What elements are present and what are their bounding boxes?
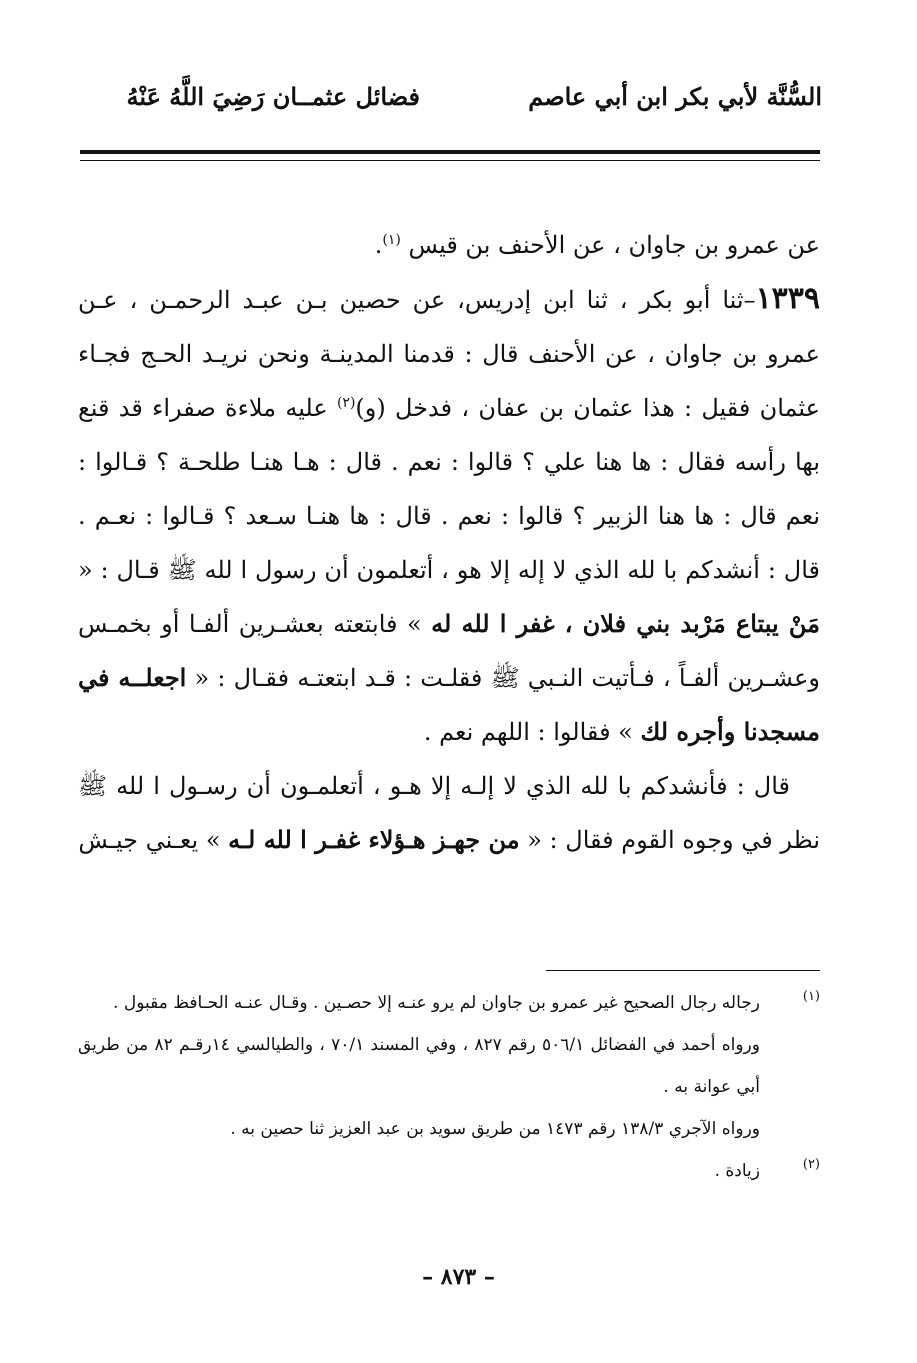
- footnote-1-line-2: ورواه أحمد في الفضائل ٥٠٦/١ رقم ٨٢٧ ، وفي المسند ٧٠/١ ، والطيالسي ١٤رقـم ٨٢ من طريق أبي عوانة به .: [78, 1035, 760, 1097]
- hadith-text-1: –ثنا أبو بكر ، ثنا ابن إدريس، عن حصين بـن عبـد الرحمـن ، عـن عمرو بن جاوان ، عن الأحنف قال : قدمنا المدينـة ونحن نريـد الحـج فجـاء عثمان فقيل : هذا عثمان بن عفان ، فدخل (و): [78, 286, 820, 422]
- para2-text-2: » يعـني جيـش: [78, 826, 229, 854]
- intro-end: .: [374, 231, 383, 259]
- header-rule-thin: [80, 160, 820, 161]
- footnote-2-text: زيادة .: [714, 1161, 760, 1181]
- intro-text: عن عمرو بن جاوان ، عن الأحنف بن قيس: [408, 231, 820, 259]
- footnote-separator: [546, 970, 820, 971]
- hadith-quote-2: اجعلــه في مسجدنا وأجره لك: [78, 663, 820, 746]
- para2-quote: من جهـز هـؤلاء غفـر ا لله لـه: [228, 825, 520, 854]
- paragraph-intro: [78, 218, 820, 272]
- header-rule-thick: [80, 150, 820, 154]
- hadith-text-3: » فابتعته بعشـرين ألفـا أو بخمـس وعشـرين ألفـاً ، فـأتيت النـبي ﷺ فقلـت : قـد ابتعتـه فقـال : «: [78, 610, 820, 692]
- footnote-ref-2: (٢): [336, 395, 356, 411]
- para2-text-1: قال : فأنشدكم با لله الذي لا إلـه إلا هـو ، أتعلمـون أن رسـول ا لله ﷺ نظر في وجوه القوم فقال : «: [78, 772, 820, 854]
- hadith-text-2: عليه ملاءة صفراء قد قنع بها رأسه فقال : ها هنا علي ؟ قالوا : نعم . قال : هـا هنـا طلحـة ؟ قـالوا : نعم قال : ها هنا الزبير ؟ قالوا : نعم . قال : ها هنـا سـعد ؟ قـالوا : نعـم . قال : أنشدكم با لله الذي لا إله إلا هو ، أتعلمون أن رسول ا لله ﷺ قـال : «: [78, 394, 820, 584]
- footnote-1: [78, 982, 820, 1024]
- footnote-2-marker: (٢): [802, 1157, 820, 1172]
- paragraph-second: [78, 759, 820, 867]
- footnote-1-line-1: رجاله رجال الصحيح غير عمرو بن جاوان لم يرو عنـه إلا حصـين . وقـال عنـه الحـافظ مقبول .: [113, 993, 760, 1013]
- footnote-1-line-3: ورواه الآجري ١٣٨/٣ رقم ١٤٧٣ من طريق سويد بن عبد العزيز ثنا حصين به .: [230, 1119, 760, 1139]
- main-text: [78, 218, 820, 867]
- footnote-1-marker: (١): [802, 989, 820, 1004]
- running-header-book-title: السُّنَّة لأبي بكر ابن أبي عاصم: [528, 82, 822, 111]
- paragraph-hadith: [78, 272, 820, 759]
- hadith-text-4: » فقالوا : اللهم نعم .: [423, 718, 641, 746]
- hadith-quote-1: مَنْ يبتاع مَرْبد بني فلان ، غفر ا لله له: [431, 609, 821, 638]
- page-number: – ٨٧٣ –: [422, 1264, 495, 1290]
- footnote-ref-1: (١): [382, 232, 401, 248]
- footnotes: [78, 982, 820, 1192]
- footnote-2: [78, 1150, 820, 1192]
- running-header-section-title: فضائل عثمــان رَضِيَ اللَّهُ عَنْهُ: [126, 82, 420, 111]
- hadith-number: ١٣٣٩: [755, 281, 821, 316]
